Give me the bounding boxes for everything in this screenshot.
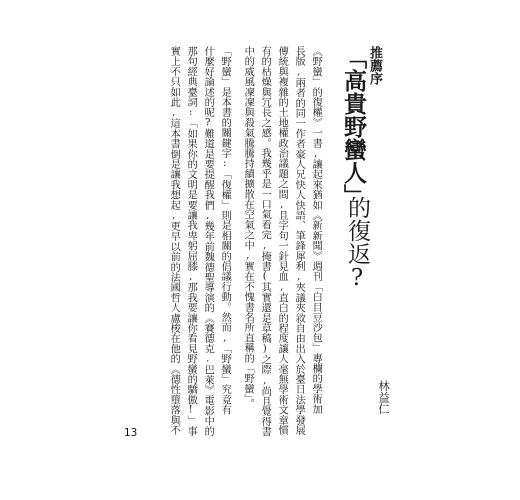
body-column: 中的威風凜凜與殺氣騰騰持續擴散在空氣之中,實在不愧書名所直稱的「野蠻」。 <box>242 46 254 409</box>
foreword-label: 推薦序 <box>367 46 382 85</box>
body-column: 長版,兩者的同一作者豪人兄快人快語、筆鋒犀利,夾議夾敘自由出入於臺日法學發展 <box>293 46 305 436</box>
body-column: 那句經典臺詞:「如果你的文明是要讓我卑躬屈膝,那我要讓你看見野蠻的驕傲!」事 <box>185 46 197 436</box>
author-name: 林益仁 <box>377 380 391 415</box>
page-title: 「高貴野蠻人」 <box>340 46 367 207</box>
body-column: 有的枯燥與冗長之感。我幾乎是一口氣看完,掩書(其實還是草稿)之際,尚且覺得書 <box>259 46 271 437</box>
page-subtitle: 的復返? <box>344 196 370 291</box>
body-column: 實上不只如此,這本書倒是讓我想起,更早以前的法國哲人盧梭在他的《德性墮落與不 <box>168 46 180 436</box>
body-column: 傳統與複雜的土地權政治議題之間,且字句一針見血,直白的程度讓人毫無學術文章慣 <box>276 46 288 436</box>
body-column: 什麼好論述的呢?難道是要提醒我們,幾年前魏德聖導演的《賽德克.巴萊》電影中的 <box>202 46 214 436</box>
page-number: 13 <box>124 427 138 439</box>
body-column: 「野蠻」是本書的關鍵字:「復權」則是相關的倡議行動。然而,「野蠻」究竟有 <box>219 46 231 415</box>
body-column: 《野蠻」的復權》一書,讓起來猶如《新新聞》週刊「白目豆沙包」專欄的學術加 <box>310 46 322 414</box>
